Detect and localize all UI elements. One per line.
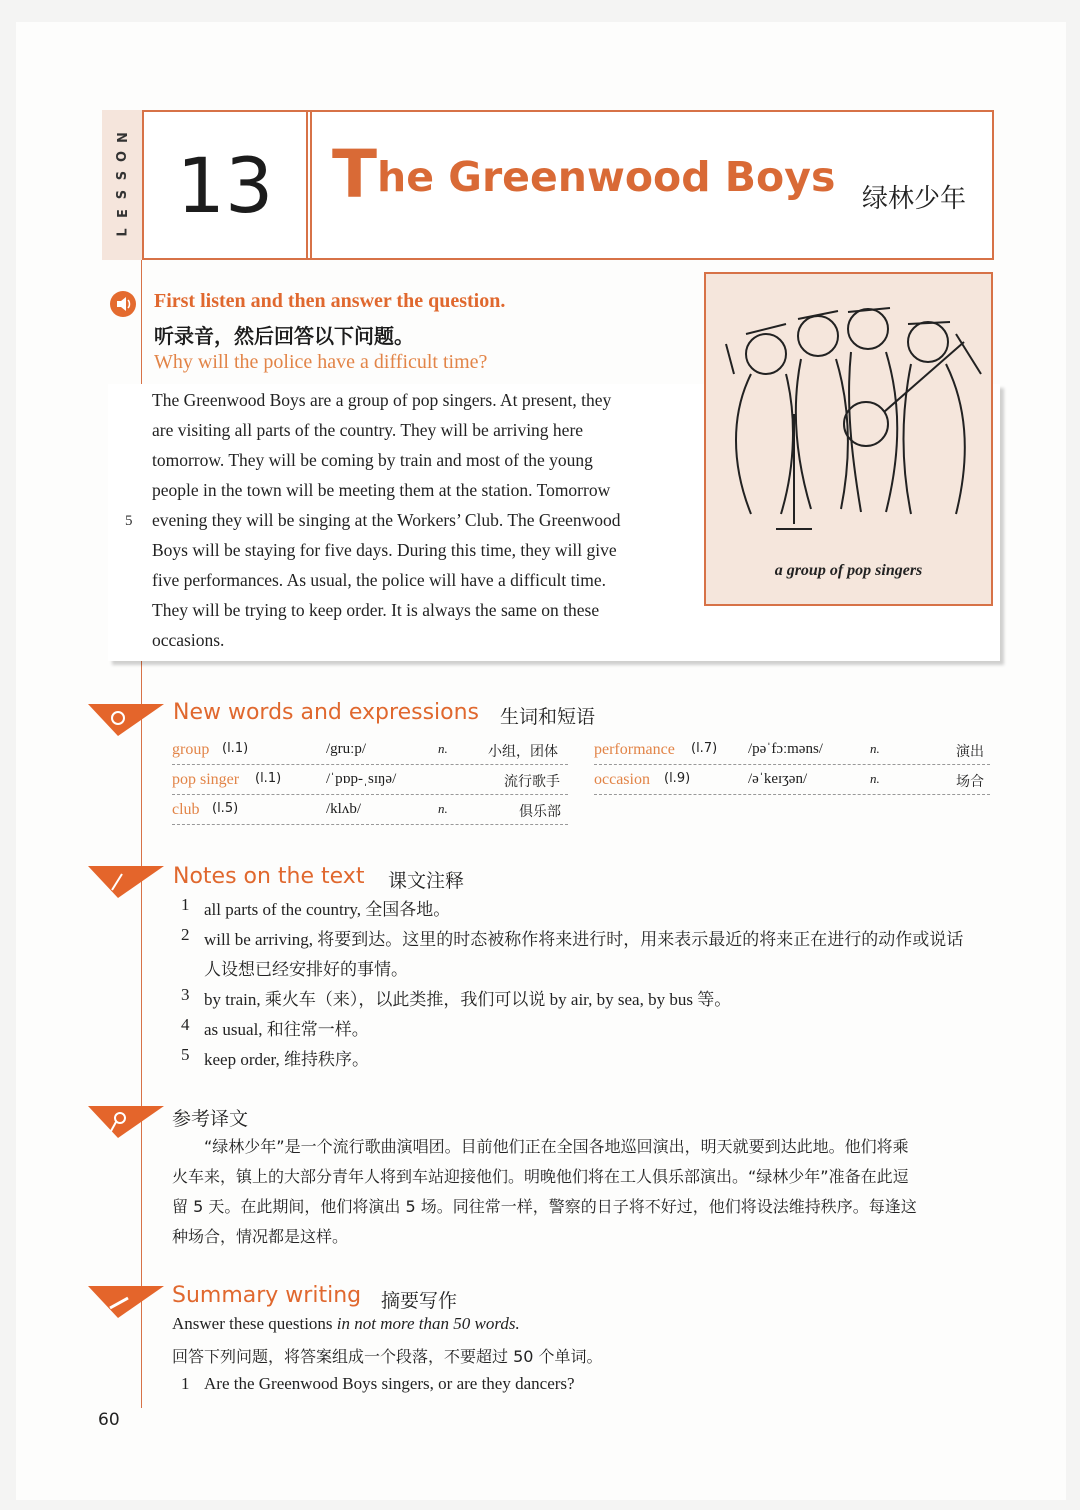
singers-sketch-icon [706, 274, 991, 554]
summary-title: Summary writing [172, 1283, 362, 1308]
vocab-word: occasion [594, 771, 650, 788]
vocab-entry [594, 738, 990, 765]
vocab-pos: n. [870, 771, 880, 786]
note-text: keep order, 维持秩序。 [204, 1050, 370, 1069]
note-number: 4 [181, 1015, 190, 1034]
summary-instruction [172, 1314, 520, 1334]
note-text: will be arriving, 将要到达。这里的时态被称作将来进行时，用来表示最近的将来正在进行的动作或说话 [204, 930, 964, 949]
vocab-line: (l.1) [255, 771, 282, 786]
vocab-line: (l.5) [212, 801, 239, 816]
pencil-icon [88, 1102, 164, 1140]
note-text: as usual, 和往常一样。 [204, 1020, 369, 1039]
new-words-title: New words and expressions [173, 700, 480, 725]
speaker-icon [110, 291, 136, 317]
vocab-meaning: 演出 [956, 744, 984, 760]
vocab-entry [172, 738, 568, 765]
note-number: 2 [181, 925, 190, 944]
summary-instruction-main: Answer these questions [172, 1314, 337, 1333]
passage-line: occasions. [152, 630, 225, 650]
passage-line: are visiting all parts of the country. They will be arriving here [152, 420, 584, 440]
note-number: 5 [181, 1045, 190, 1064]
vocab-line: (l.9) [664, 771, 691, 786]
translation-line: 火车来，镇上的大部分青年人将到车站迎接他们。明晚他们将在工人俱乐部演出。“绿林少年”准备在此逗 [172, 1167, 909, 1186]
lesson-label-letter: S [115, 170, 131, 181]
write-icon [88, 1282, 164, 1320]
passage-line: The Greenwood Boys are a group of pop singers. At present, they [152, 390, 612, 410]
note-text: by train, 乘火车（来），以此类推，我们可以说 by air, by sea, by bus 等。 [204, 990, 732, 1009]
passage-line: people in the town will be meeting them at the station. Tomorrow [152, 480, 611, 500]
vocab-line: (l.1) [222, 741, 249, 756]
vocab-word: pop singer [172, 771, 240, 788]
line-number-marker: 5 [125, 513, 133, 529]
notes-title-cn: 课文注释 [388, 870, 465, 892]
vocab-word: performance [594, 741, 675, 758]
lightbulb-icon [88, 700, 164, 738]
vocab-word: group [172, 741, 210, 758]
vocab-meaning: 流行歌手 [504, 774, 560, 790]
translation-line: 留 5 天。在此期间，他们将演出 5 场。同往常一样，警察的日子将不好过，他们将设法维持秩序。每逢这 [172, 1197, 917, 1216]
vocab-line: (l.7) [691, 741, 718, 756]
vocab-phonetic: /klʌb/ [326, 801, 362, 817]
passage-line: tomorrow. They will be coming by train and most of the young [152, 450, 593, 470]
vocab-phonetic: /əˈkeɪʒən/ [748, 771, 808, 787]
vocab-phonetic: /ˈpɒp-ˌsɪŋə/ [326, 771, 397, 787]
passage-line: five performances. As usual, the police will have a difficult time. [152, 570, 607, 590]
vocab-meaning: 场合 [956, 774, 984, 790]
illustration-pop-singers [704, 272, 993, 606]
title-initial: T [332, 136, 378, 213]
vocab-entry [172, 798, 568, 825]
summary-question: Are the Greenwood Boys singers, or are they dancers? [204, 1374, 575, 1393]
note-number: 1 [181, 895, 190, 914]
lesson-label-letter: L [115, 228, 131, 237]
summary-instruction-cn: 回答下列问题，将答案组成一个段落，不要超过 50 个单词。 [172, 1347, 603, 1366]
header-divider [310, 112, 312, 258]
note-text: 人设想已经安排好的事情。 [204, 960, 408, 979]
summary-title-cn: 摘要写作 [381, 1290, 458, 1312]
lesson-title [332, 136, 835, 213]
vocab-entry [172, 768, 568, 795]
passage-line: evening they will be singing at the Workers’ Club. The Greenwood [152, 510, 621, 530]
listen-question: Why will the police have a difficult time? [154, 351, 488, 373]
vocab-meaning: 俱乐部 [519, 804, 561, 820]
passage-line: Boys will be staying for five days. During this time, they will give [152, 540, 617, 560]
vocab-pos: n. [438, 741, 448, 756]
vocab-word: club [172, 801, 200, 818]
listen-instruction-en: First listen and then answer the question. [154, 290, 506, 312]
lesson-label-letter: O [115, 150, 131, 163]
vocab-phonetic: /gruːp/ [326, 741, 366, 757]
translation-line: 种场合，情况都是这样。 [172, 1227, 349, 1246]
lesson-number: 13 [144, 112, 308, 258]
title-rest: he Greenwood Boys [377, 153, 836, 201]
translation-title: 参考译文 [172, 1108, 249, 1130]
lesson-title-cn: 绿林少年 [862, 184, 967, 214]
vocab-entry [594, 768, 990, 795]
note-number: 3 [181, 985, 190, 1004]
new-words-title-cn: 生词和短语 [500, 706, 596, 728]
lesson-label-letter: N [115, 132, 131, 143]
summary-instruction-emphasis: in not more than 50 words. [336, 1314, 520, 1333]
page-number: 60 [98, 1410, 120, 1430]
notes-title: Notes on the text [173, 864, 365, 889]
lesson-label-letter: E [115, 209, 131, 218]
passage-line: They will be trying to keep order. It is always the same on these [152, 600, 600, 620]
note-text: all parts of the country, 全国各地。 [204, 900, 451, 919]
vocab-meaning: 小组，团体 [488, 744, 558, 760]
lesson-label-letter: S [115, 189, 131, 200]
listen-instruction-cn: 听录音，然后回答以下问题。 [154, 326, 414, 348]
pen-icon [88, 862, 164, 900]
translation-line: “绿林少年”是一个流行歌曲演唱团。目前他们正在全国各地巡回演出，明天就要到达此地。他们将乘 [204, 1137, 909, 1156]
illustration-caption: a group of pop singers [774, 562, 923, 579]
vocab-pos: n. [438, 801, 448, 816]
vocab-phonetic: /pəˈfɔːməns/ [748, 741, 823, 757]
lesson-label [111, 130, 135, 240]
vocab-pos: n. [870, 741, 880, 756]
question-number: 1 [181, 1374, 190, 1393]
